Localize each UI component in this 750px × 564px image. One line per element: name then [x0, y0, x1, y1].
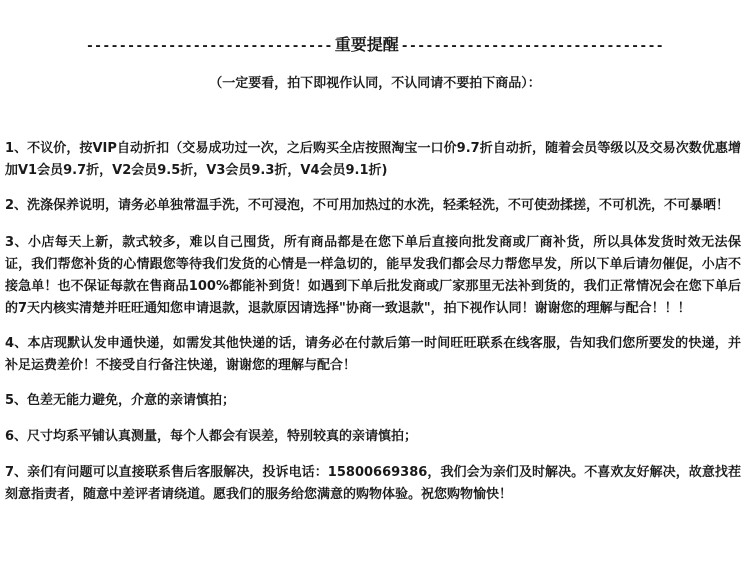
rule-item-pricing: 1、不议价，按VIP自动折扣（交易成功过一次，之后购买全店按照淘宝一口价9.7折自动折，随着会员等级以及交易次数优惠增加V1会员9.7折，V2会员9.5折，V3会员9.3折，V4会员9.1折) — [5, 141, 741, 178]
notice-subtitle: （一定要看，拍下即视作认同，不认同请不要拍下商品）： — [209, 76, 541, 91]
rule-item-washing: 2、洗涤保养说明，请务必单独常温手洗，不可浸泡，不可用加热过的水洗，轻柔轻洗，不可使劲揉搓，不可机洗，不可暴晒！ — [5, 198, 730, 213]
rule-item-color: 5、色差无能力避免，介意的亲请慎拍； — [5, 393, 236, 408]
rule-item-courier: 4、本店现默认发申通快递，如需发其他快递的话，请务必在付款后第一时间旺旺联系在线客服，告知我们您所要发的快递，并补足运费差价！不接受自行备注快递，谢谢您的理解与配合！ — [5, 336, 741, 373]
rule-item-size: 6、尺寸均系平铺认真测量，每个人都会有误差，特别较真的亲请慎拍； — [5, 429, 418, 444]
notice-header — [0, 32, 750, 55]
rule-item-support: 7、亲们有问题可以直接联系售后客服解决，投诉电话：15800669386，我们会为亲们及时解决。不喜欢友好解决，故意找茬刻意指责者，随意中差评者请绕道。愿我们的服务给您满意的购物体验。祝您购物愉快！ — [5, 465, 741, 502]
title-divider-right: -------------------------------- — [400, 39, 665, 54]
title-divider-left: ------------------------------ — [85, 39, 333, 54]
rules-list — [5, 138, 741, 519]
rule-item-shipping-time: 3、小店每天上新，款式较多，难以自己囤货，所有商品都是在您下单后直接向批发商或厂商补货，所以具体发货时效无法保证，我们帮您补货的心情跟您等待我们发货的心情是一样急切的，能早发我们都会尽力帮您早发，所以下单后请勿催促，小店不接急单！也不保证每款在售商品100%都能补到货！如遇到下单后批发商或厂家那里无法补到货的，我们正常情况会在您下单后的7天内核实清楚并旺旺通知您申请退款，退款原因请选择"协商一致退款"，拍下视作认同！谢谢您的理解与配合！！！ — [5, 235, 741, 316]
page-title: 重要提醒 — [334, 35, 399, 54]
